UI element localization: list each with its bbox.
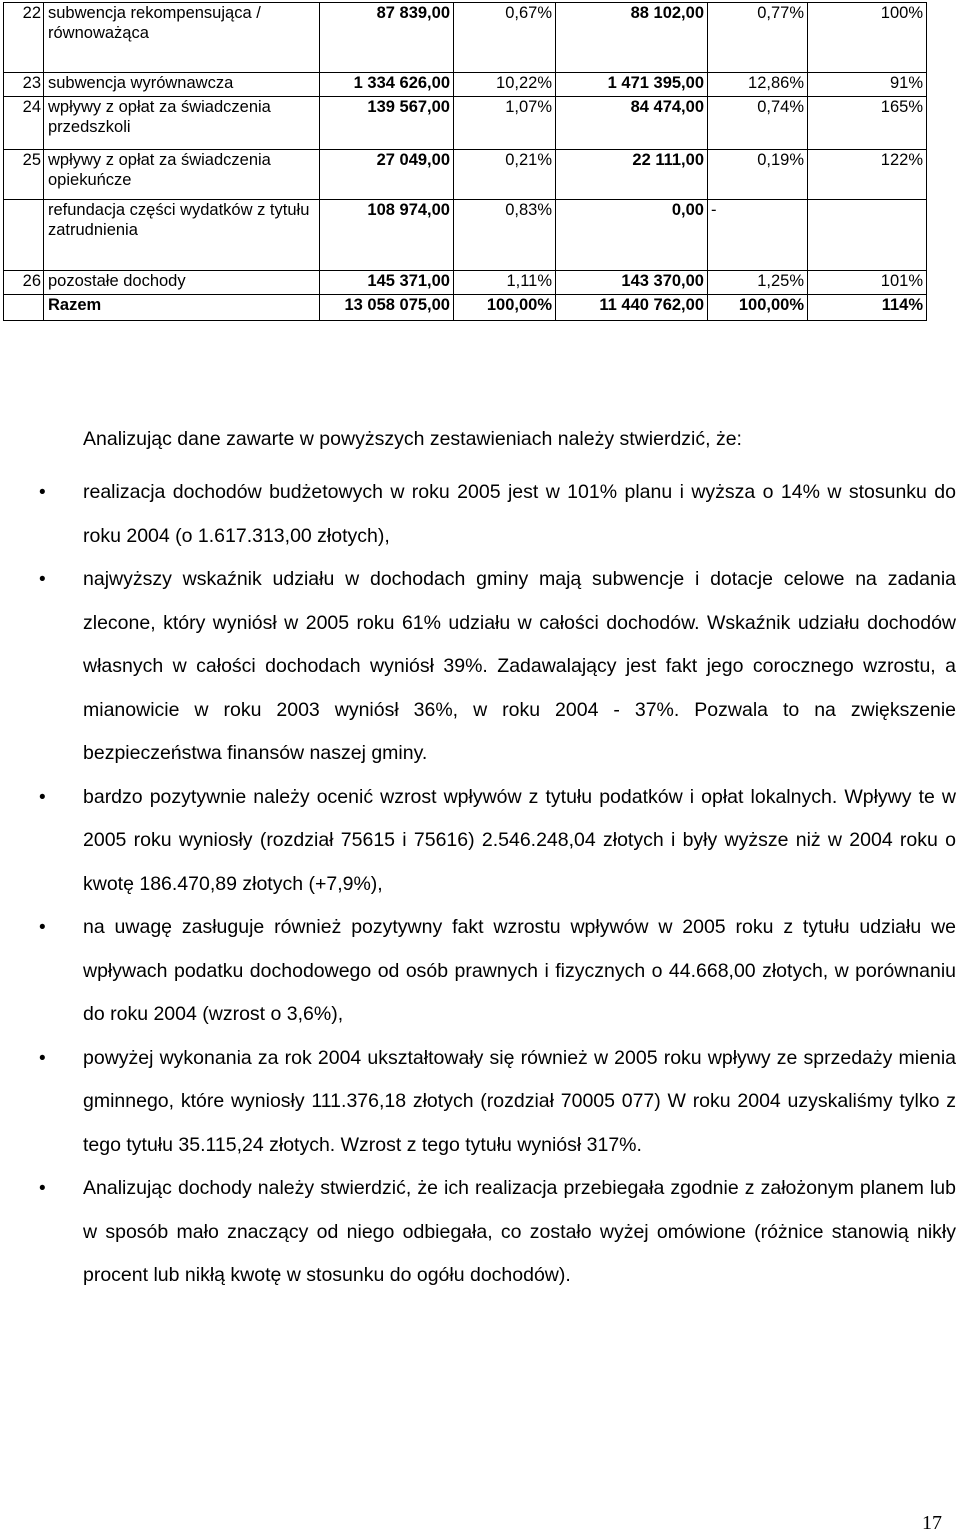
list-item <box>39 471 956 558</box>
share-2004: 0,74% <box>708 97 808 150</box>
row-name: subwencja rekompensująca / równoważąca <box>44 3 320 73</box>
value-2004: 0,00 <box>556 200 708 271</box>
share-2005: 10,22% <box>454 73 556 97</box>
value-2005: 145 371,00 <box>320 271 454 295</box>
row-name: refundacja części wydatków z tytułu zatrudnienia <box>44 200 320 271</box>
share-2005: 0,21% <box>454 150 556 200</box>
row-name: pozostałe dochody <box>44 271 320 295</box>
share-2004: 0,19% <box>708 150 808 200</box>
share-2004: 100,00% <box>708 295 808 321</box>
row-number: 25 <box>4 150 44 200</box>
share-2005: 1,07% <box>454 97 556 150</box>
share-2005: 0,67% <box>454 3 556 73</box>
value-2005: 87 839,00 <box>320 3 454 73</box>
intro-text: Analizując dane zawarte w powyższych zestawieniach należy stwierdzić, że: <box>83 428 742 450</box>
findings-list <box>39 471 956 1298</box>
share-2005: 1,11% <box>454 271 556 295</box>
value-2004: 84 474,00 <box>556 97 708 150</box>
dynamics-percent <box>808 200 927 271</box>
list-item <box>39 776 956 907</box>
row-number: 22 <box>4 3 44 73</box>
dynamics-percent: 165% <box>808 97 927 150</box>
bullet-icon: • <box>39 786 46 808</box>
value-2004: 11 440 762,00 <box>556 295 708 321</box>
list-item-text: bardzo pozytywnie należy ocenić wzrost wpływów z tytułu podatków i opłat lokalnych. Wpływy te w 2005 roku wyniosły (rozdział 75615 i 75616) 2.546.248,04 złotych i były wyższe niż w 2004 roku o kwotę 186.470,89 złotych (+7,9%), <box>83 785 956 895</box>
row-number <box>4 295 44 321</box>
value-2005: 27 049,00 <box>320 150 454 200</box>
share-2005: 100,00% <box>454 295 556 321</box>
share-2004: 1,25% <box>708 271 808 295</box>
value-2004: 22 111,00 <box>556 150 708 200</box>
row-name: wpływy z opłat za świadczenia opiekuńcze <box>44 150 320 200</box>
value-2005: 1 334 626,00 <box>320 73 454 97</box>
table-row <box>4 200 927 271</box>
value-2004: 88 102,00 <box>556 3 708 73</box>
table-row <box>4 97 927 150</box>
list-item-text: powyżej wykonania za rok 2004 ukształtowały się również w 2005 roku wpływy ze sprzedaży mienia gminnego, które wyniosły 111.376,18 złotych (rozdział 70005 077) W roku 2004 uzyskaliśmy tylko z tego tytułu 35.115,24 złotych. Wzrost z tego tytułu wyniósł 317%. <box>83 1046 956 1156</box>
share-2004: 0,77% <box>708 3 808 73</box>
list-item <box>39 558 956 776</box>
share-2004: 12,86% <box>708 73 808 97</box>
table-row <box>4 271 927 295</box>
bullet-icon: • <box>39 917 46 938</box>
row-name: subwencja wyrównawcza <box>44 73 320 97</box>
value-2004: 1 471 395,00 <box>556 73 708 97</box>
list-item <box>39 1167 956 1298</box>
row-number: 24 <box>4 97 44 150</box>
list-item-text: realizacja dochodów budżetowych w roku 2005 jest w 101% planu i wyższa o 14% w stosunku do roku 2004 (o 1.617.313,00 złotych), <box>83 481 956 547</box>
row-number: 23 <box>4 73 44 97</box>
share-2005: 0,83% <box>454 200 556 271</box>
value-2005: 139 567,00 <box>320 97 454 150</box>
list-item <box>39 1037 956 1168</box>
row-number <box>4 200 44 271</box>
dynamics-percent: 122% <box>808 150 927 200</box>
row-number: 26 <box>4 271 44 295</box>
table-row <box>4 73 927 97</box>
share-2004: - <box>708 200 808 271</box>
budget-table <box>3 2 927 321</box>
bullet-icon: • <box>39 482 46 503</box>
dynamics-percent: 114% <box>808 295 927 321</box>
value-2004: 143 370,00 <box>556 271 708 295</box>
table-row <box>4 295 927 321</box>
table-row <box>4 150 927 200</box>
list-item-text: najwyższy wskaźnik udziału w dochodach gminy mają subwencje i dotacje celowe na zadania zlecone, który wyniósł w 2005 roku 61% udziału w całości dochodów. Wskaźnik udziału dochodów własnych w całości dochodach wyniósł 39%. Zadawalający jest fakt jego corocznego wzrostu, a mianowicie w roku 2003 wyniósł 36%, w roku 2004 - 37%. Pozwala to na zwiększenie bezpieczeństwa finansów naszej gminy. <box>83 568 956 764</box>
page-number: 17 <box>922 1512 942 1534</box>
list-item-text: na uwagę zasługuje również pozytywny fakt wzrostu wpływów w 2005 roku z tytułu udziału we wpływach podatku dochodowego od osób prawnych i fizycznych o 44.668,00 złotych, w porównaniu do roku 2004 (wzrost o 3,6%), <box>83 916 956 1025</box>
list-item-text: Analizując dochody należy stwierdzić, że ich realizacja przebiegała zgodnie z założonym planem lub w sposób mało znaczący od niego odbiegała, co zostało wyżej omówione (różnice stanowią nikły procent lub nikłą kwotę w stosunku do ogółu dochodów). <box>83 1177 956 1286</box>
list-item <box>39 906 956 1037</box>
bullet-icon: • <box>39 1178 46 1199</box>
row-name: Razem <box>44 295 320 321</box>
value-2005: 108 974,00 <box>320 200 454 271</box>
dynamics-percent: 100% <box>808 3 927 73</box>
bullet-icon: • <box>39 1047 46 1069</box>
table-row <box>4 3 927 73</box>
row-name: wpływy z opłat za świadczenia przedszkoli <box>44 97 320 150</box>
bullet-icon: • <box>39 569 46 590</box>
value-2005: 13 058 075,00 <box>320 295 454 321</box>
dynamics-percent: 101% <box>808 271 927 295</box>
dynamics-percent: 91% <box>808 73 927 97</box>
